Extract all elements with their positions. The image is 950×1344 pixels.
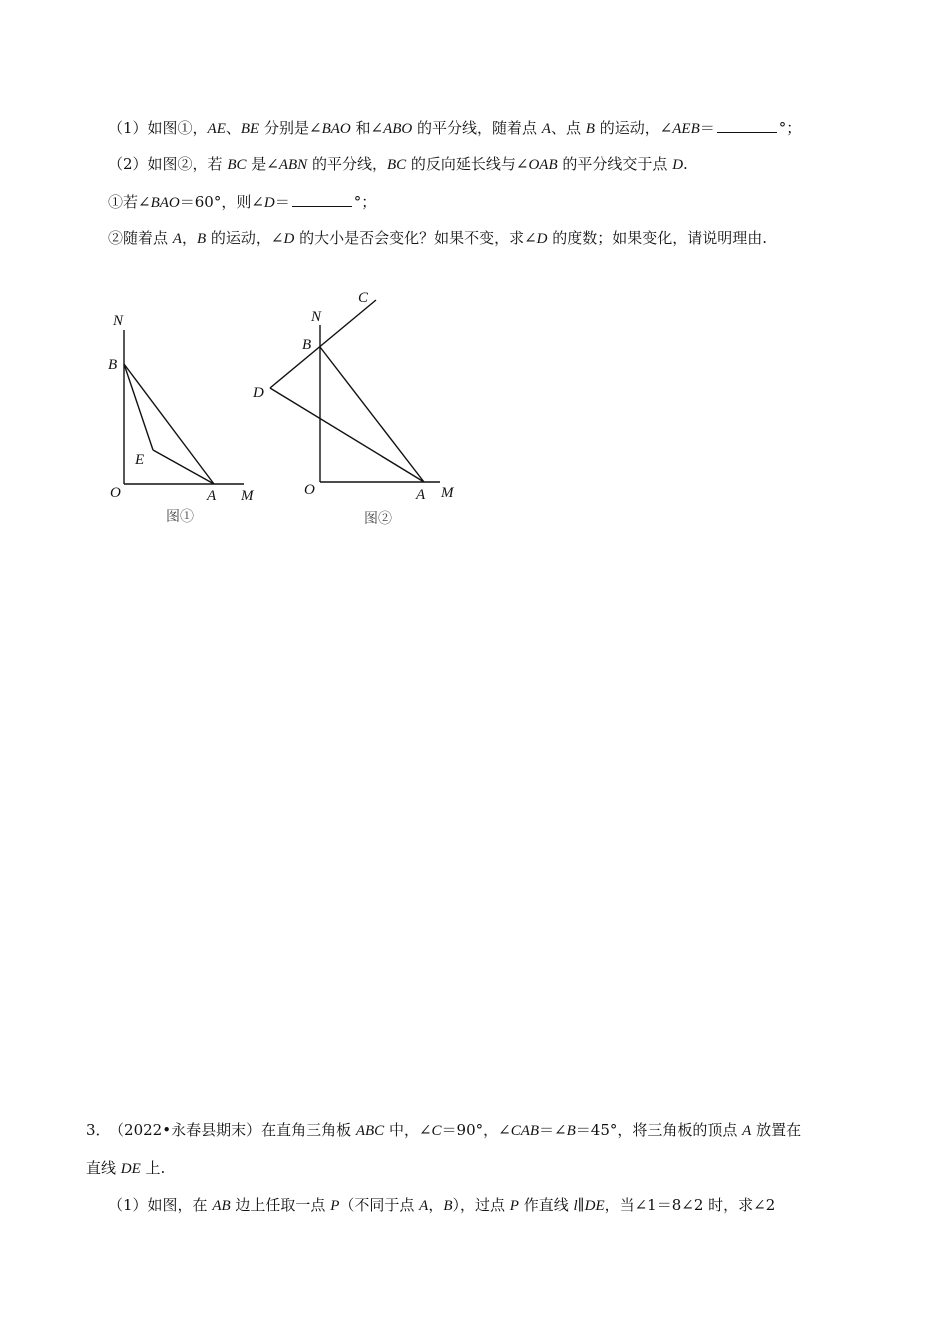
- question-1: （1）如图①，AE、BE 分别是∠BAO 和∠ABO 的平分线，随着点 A、点 B 的运动，∠AEB＝ °；: [108, 119, 802, 137]
- fig2-label-o: O: [304, 482, 315, 498]
- fig1-label-o: O: [110, 485, 121, 501]
- fig2-label-c: C: [358, 290, 369, 306]
- fig2-label-n: N: [311, 309, 322, 325]
- fig2-label-b: B: [302, 337, 312, 353]
- fig1-label-n: N: [113, 313, 124, 329]
- fig2-label-a: A: [416, 487, 426, 503]
- problem-3-line-1: 3． （2022•永春县期末）在直角三角板 ABC 中，∠C＝90°，∠CAB＝∠B＝45°，将三角板的顶点 A 放置在: [86, 1121, 802, 1139]
- fig1-segment-be: [124, 364, 153, 450]
- fig2-segment-da: [270, 388, 424, 482]
- fig2-caption: 图②: [364, 511, 392, 527]
- figure-2: [270, 300, 440, 482]
- problem-3-line-3: （1）如图，在 AB 边上任取一点 P（不同于点 A，B），过点 P 作直线 l∥DE，当∠1＝8∠2 时，求∠2: [108, 1196, 776, 1214]
- fig2-segment-ab: [320, 347, 424, 482]
- fig1-segment-ea: [153, 450, 214, 484]
- figures: [0, 0, 950, 560]
- fig1-caption: 图①: [166, 509, 194, 525]
- fig2-ray-dc: [270, 300, 376, 388]
- question-2-sub-2: ②随着点 A，B 的运动，∠D 的大小是否会变化？如果不变，求∠D 的度数；如果变化，请说明理由.: [108, 229, 768, 247]
- problem-3-number: 3．: [86, 1121, 111, 1139]
- fig1-label-e: E: [135, 452, 145, 468]
- problem-3-line-2: 直线 DE 上.: [86, 1159, 166, 1177]
- fig2-label-d: D: [253, 385, 264, 401]
- question-2-sub-1: ①若∠BAO＝60°，则∠D＝ °；: [108, 193, 377, 211]
- fig2-label-m: M: [441, 485, 454, 501]
- question-2: （2）如图②，若 BC 是∠ABN 的平分线，BC 的反向延长线与∠OAB 的平分线交于点 D.: [108, 155, 688, 173]
- fig1-label-a: A: [207, 488, 217, 504]
- fig1-label-m: M: [241, 488, 254, 504]
- fig1-label-b: B: [108, 357, 118, 373]
